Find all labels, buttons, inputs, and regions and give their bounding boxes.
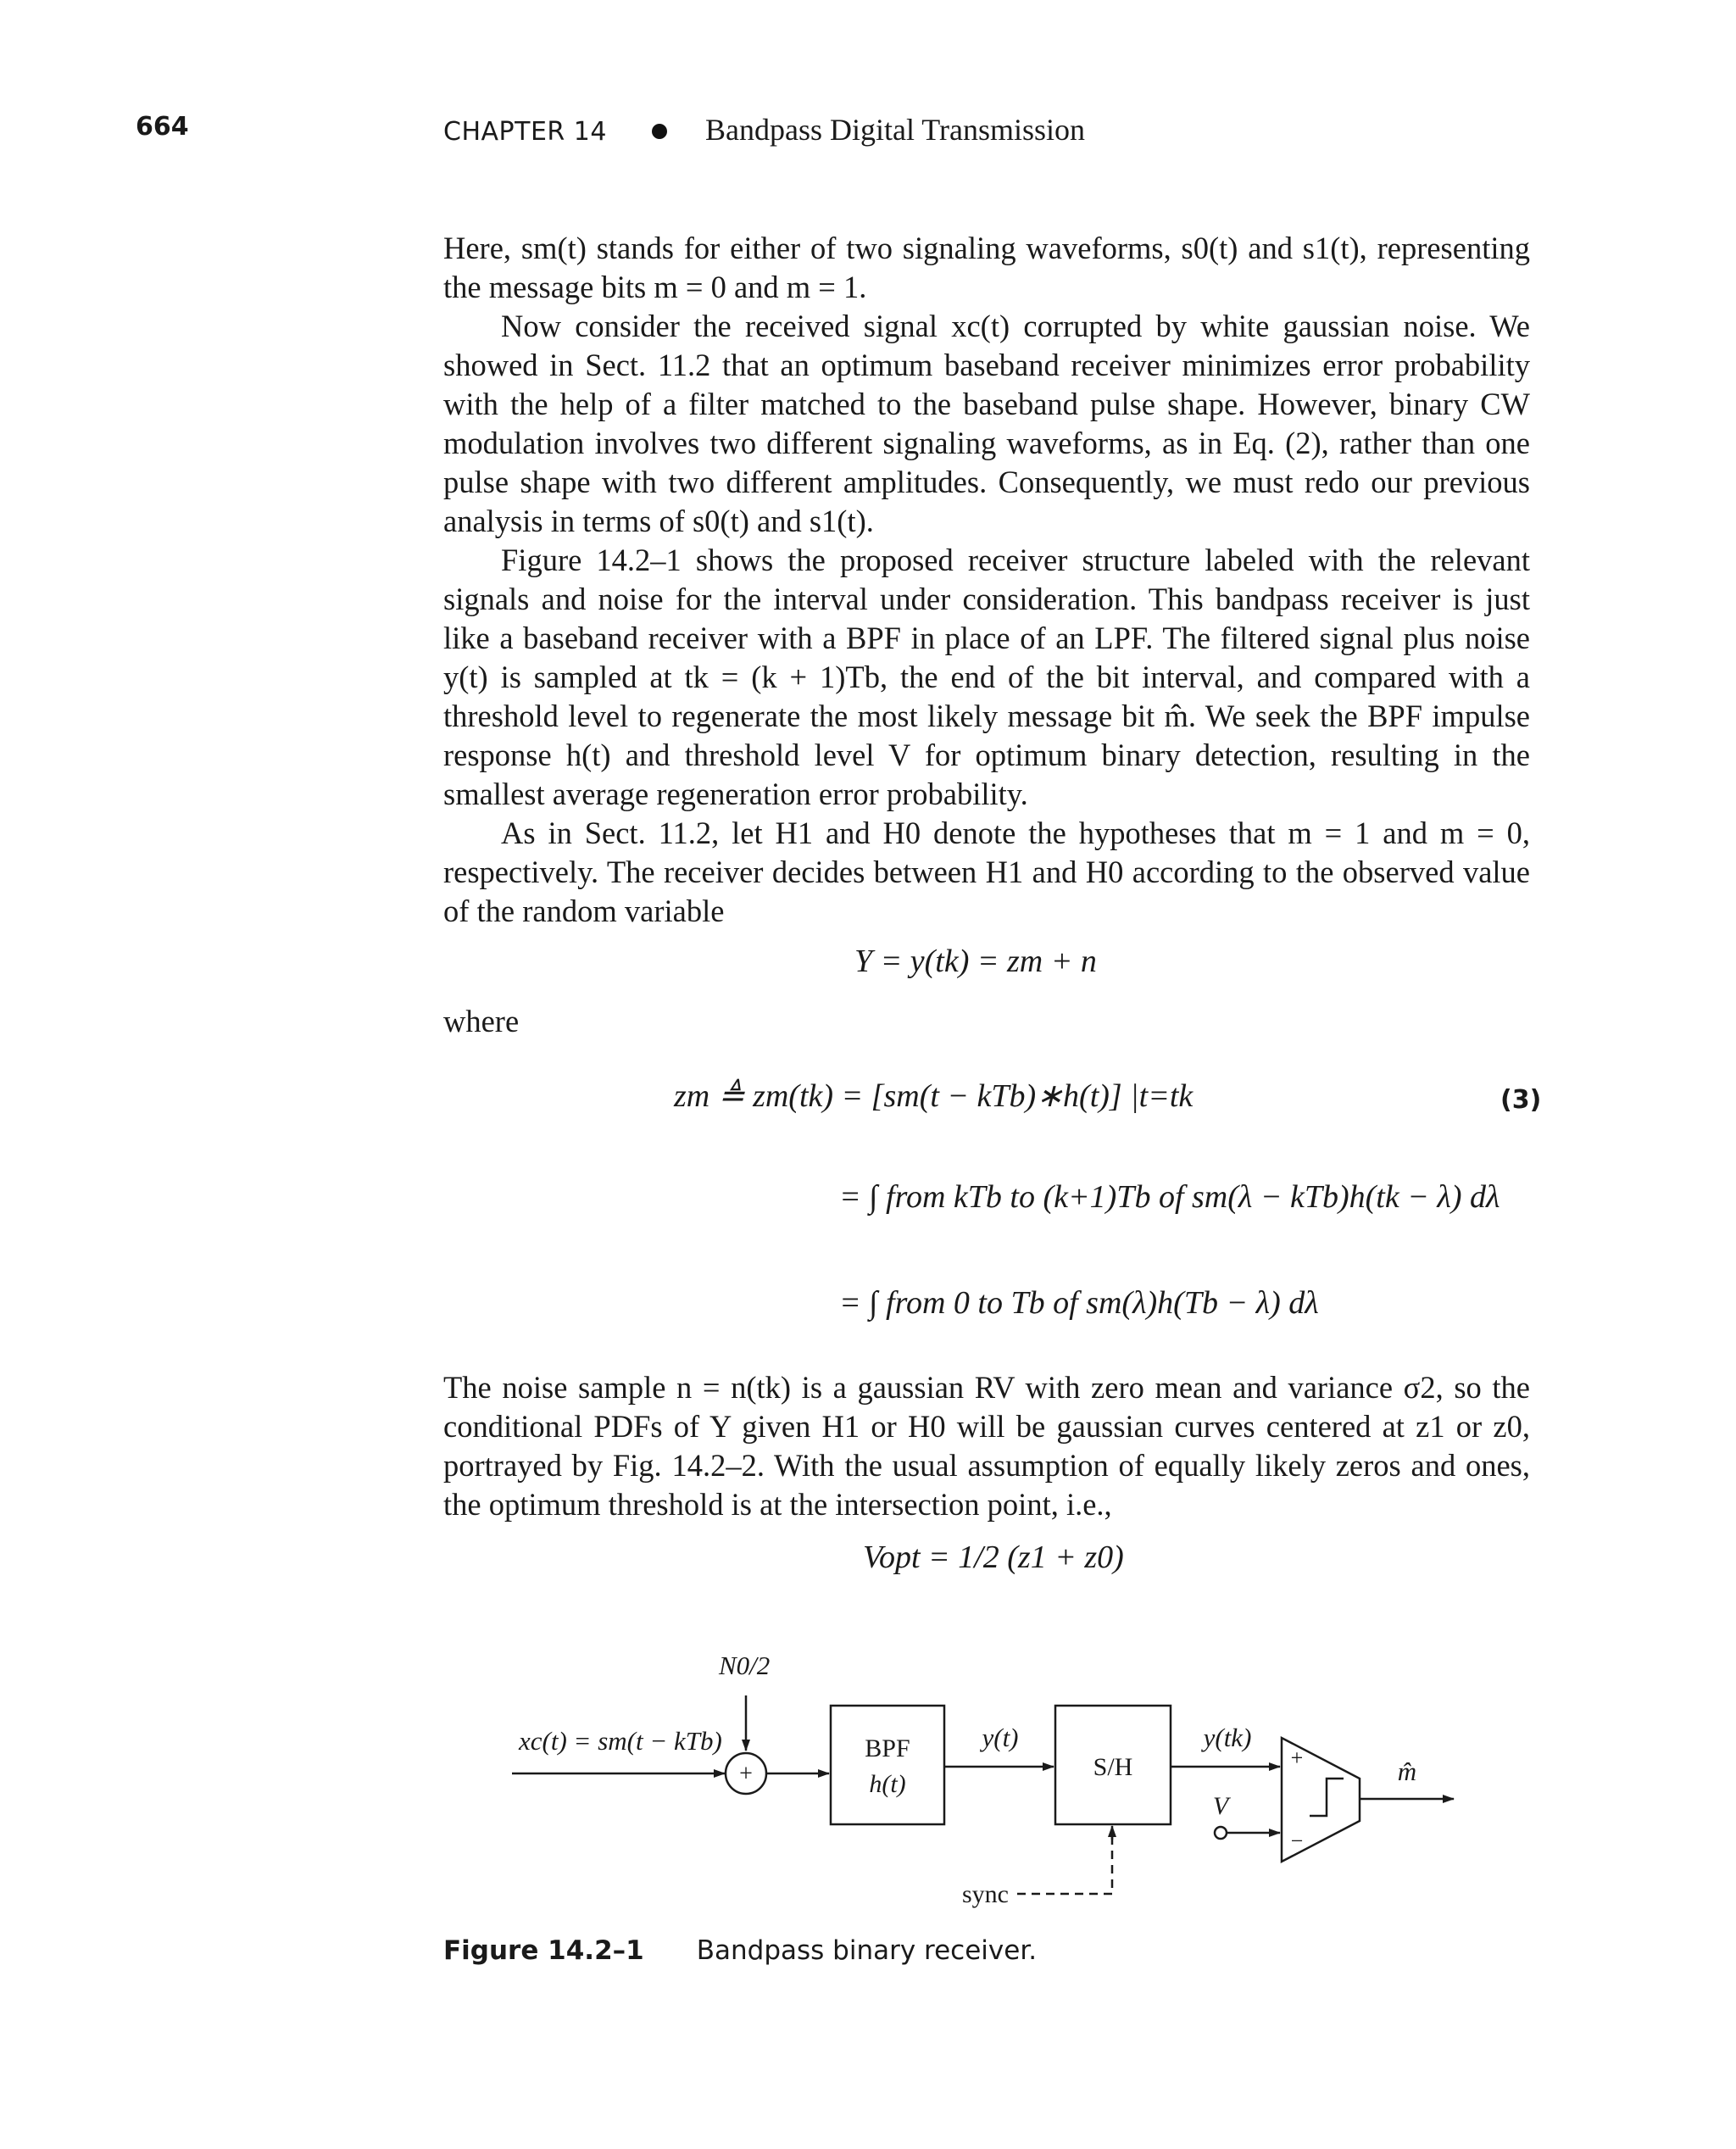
comparator-step-icon	[1310, 1779, 1344, 1816]
ytk-label: y(tk)	[1203, 1723, 1252, 1752]
paragraph-text: Now consider the received signal xc(t) corrupted by white gaussian noise. We showed in Sect. 11.2 that an optimum baseband receiver minimizes error probability with the help of a filter matched to the baseband pulse shape. However, binary CW modulation involves two different signaling waveforms, as in Eq. (2), rather than one pulse shape with two different amplitudes. Consequently, we must redo our previous analysis in terms of s0(t) and s1(t).	[443, 309, 1530, 538]
sync-line	[1017, 1833, 1112, 1894]
yt-label: y(t)	[982, 1723, 1019, 1752]
equation-zm-line3: = ∫ from 0 to Tb of sm(λ)h(Tb − λ) dλ	[839, 1285, 1319, 1321]
noise-label: N0/2	[719, 1651, 771, 1680]
paragraph-text: Figure 14.2–1 shows the proposed receiver structure labeled with the relevant signals and noise for the interval under consideration. This bandpass receiver is just like a baseband receiver with a BPF in place of an LPF. The filtered signal plus noise y(t) is sampled at tk = (k + 1)Tb, the end of the bit interval, and compared with a threshold level to regenerate the most likely message bit m̂. We seek the BPF impulse response h(t) and threshold level V for optimum binary detection, resulting in the smallest average regeneration error probability.	[443, 543, 1530, 811]
equation-zm-line2: = ∫ from kTb to (k+1)Tb of sm(λ − kTb)h(tk − λ) dλ	[839, 1179, 1500, 1215]
threshold-label: V	[1212, 1792, 1229, 1820]
figure-caption-text: Bandpass binary receiver.	[696, 1935, 1038, 1966]
paragraph-text: Here, sm(t) stands for either of two signaling waveforms, s0(t) and s1(t), representing the message bits m = 0 and m = 1.	[443, 231, 1530, 304]
page-number: 664	[136, 112, 189, 142]
equation-vopt: Vopt = 1/2 (z1 + z0)	[863, 1539, 1124, 1575]
figure-caption	[443, 1935, 1037, 1966]
chapter-label: CHAPTER 14	[443, 117, 607, 147]
figure-caption-label: Figure 14.2–1	[443, 1935, 644, 1966]
bpf-h-label: h(t)	[869, 1770, 906, 1798]
paragraph-text: As in Sect. 11.2, let H1 and H0 denote the hypotheses that m = 1 and m = 0, respectively. The receiver decides between H1 and H0 according to the observed value of the random variable	[443, 816, 1530, 928]
threshold-node	[1215, 1827, 1227, 1839]
input-label: xc(t) = sm(t − kTb)	[519, 1726, 722, 1756]
adder-plus: +	[739, 1761, 753, 1787]
comparator-plus: +	[1290, 1745, 1304, 1770]
chapter-title: Bandpass Digital Transmission	[704, 113, 1086, 147]
comparator-minus: −	[1290, 1829, 1304, 1853]
output-label: m̂	[1397, 1757, 1417, 1786]
equation-number: (3)	[1500, 1085, 1542, 1115]
bpf-box	[831, 1706, 944, 1824]
paragraph-text: where	[443, 1004, 520, 1038]
equation-y: Y = y(tk) = zm + n	[854, 944, 1097, 979]
paragraph-text: The noise sample n = n(tk) is a gaussian RV with zero mean and variance σ2, so the conditional PDFs of Y given H1 or H0 will be gaussian curves centered at z1 or z0, portrayed by Fig. 14.2–2. With the usual assumption of equally likely zeros and ones, the optimum threshold is at the intersection point, i.e.,	[443, 1370, 1530, 1522]
equation-zm-line1: zm ≜ zm(tk) = [sm(t − kTb)∗h(t)] |t=tk	[674, 1078, 1194, 1114]
sh-label: S/H	[1093, 1753, 1133, 1781]
bpf-label: BPF	[865, 1734, 910, 1762]
sync-label: sync	[962, 1880, 1009, 1908]
